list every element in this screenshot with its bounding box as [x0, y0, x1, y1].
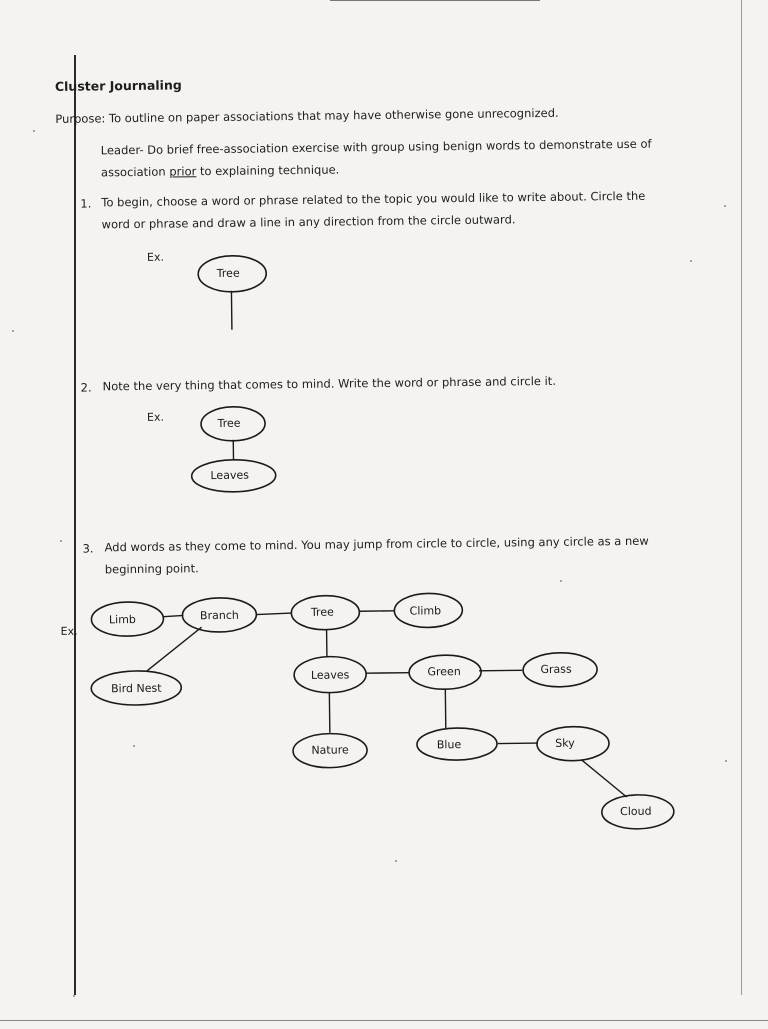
leader-line-2-start: association — [101, 165, 169, 180]
diagram-1 — [198, 255, 267, 330]
diagram-3 — [90, 590, 674, 835]
step-1-line-1: To begin, choose a word or phrase related to the topic you would like to write about. Circle the — [101, 185, 645, 214]
edge-branch-birdnest — [147, 627, 203, 671]
document-title: Cluster Journaling — [55, 74, 182, 98]
diagram-2-label-leaves: Leaves — [210, 469, 249, 482]
edge-green-grass — [479, 670, 522, 671]
step-3-line-2: beginning point. — [105, 557, 199, 580]
node-label-limb: Limb — [109, 613, 136, 626]
edge-branch-tree — [256, 613, 291, 614]
step-3-line-1: Add words as they come to mind. You may jump from circle to circle, using any circle as a new — [104, 530, 648, 559]
scan-speck — [724, 205, 726, 207]
leader-line-1: Leader- Do brief free-association exercise with group using benign words to demonstrate use of — [101, 133, 652, 162]
edge-sky-cloud — [581, 759, 626, 798]
example-3-label: Ex. — [61, 625, 78, 638]
scan-speck — [690, 260, 692, 262]
node-label-climb: Climb — [410, 604, 442, 617]
diagram-2 — [191, 406, 276, 492]
scan-speck — [725, 760, 727, 762]
scan-speck — [133, 745, 135, 747]
node-label-green: Green — [427, 665, 460, 678]
node-label-cloud: Cloud — [620, 805, 652, 818]
step-1-number: 1. — [80, 197, 91, 211]
example-1-label: Ex. — [147, 251, 164, 264]
scan-speck — [395, 860, 397, 862]
node-label-grass: Grass — [540, 663, 572, 676]
node-label-sky: Sky — [555, 737, 575, 750]
node-label-bird-nest: Bird Nest — [111, 682, 162, 696]
step-1-line-2: word or phrase and draw a line in any direction from the circle outward. — [101, 208, 515, 235]
step-2-line-1: Note the very thing that comes to mind. Write the word or phrase and circle it. — [102, 370, 556, 398]
node-label-nature: Nature — [311, 743, 349, 756]
node-label-tree: Tree — [310, 606, 334, 619]
scan-speck — [60, 540, 62, 542]
node-label-blue: Blue — [437, 738, 462, 751]
diagram-1-label-tree: Tree — [216, 267, 240, 280]
scan-speck — [33, 130, 35, 132]
edge-limb-branch — [163, 615, 183, 616]
node-label-leaves: Leaves — [311, 668, 350, 681]
diagram-2-label-tree: Tree — [217, 417, 241, 430]
step-3-number: 3. — [82, 542, 93, 556]
node-label-branch: Branch — [200, 609, 239, 622]
scan-speck — [73, 995, 75, 997]
example-2-label: Ex. — [147, 411, 164, 424]
edge-leaves-green — [366, 673, 409, 674]
scan-speck — [560, 580, 562, 582]
purpose-text: Purpose: To outline on paper associations that may have otherwise gone unrecognized. — [55, 102, 559, 130]
leader-line-2-end: to explaining technique. — [196, 162, 339, 178]
step-2-number: 2. — [81, 381, 92, 395]
scan-speck — [12, 330, 14, 332]
leader-underlined-word: prior — [169, 164, 196, 178]
